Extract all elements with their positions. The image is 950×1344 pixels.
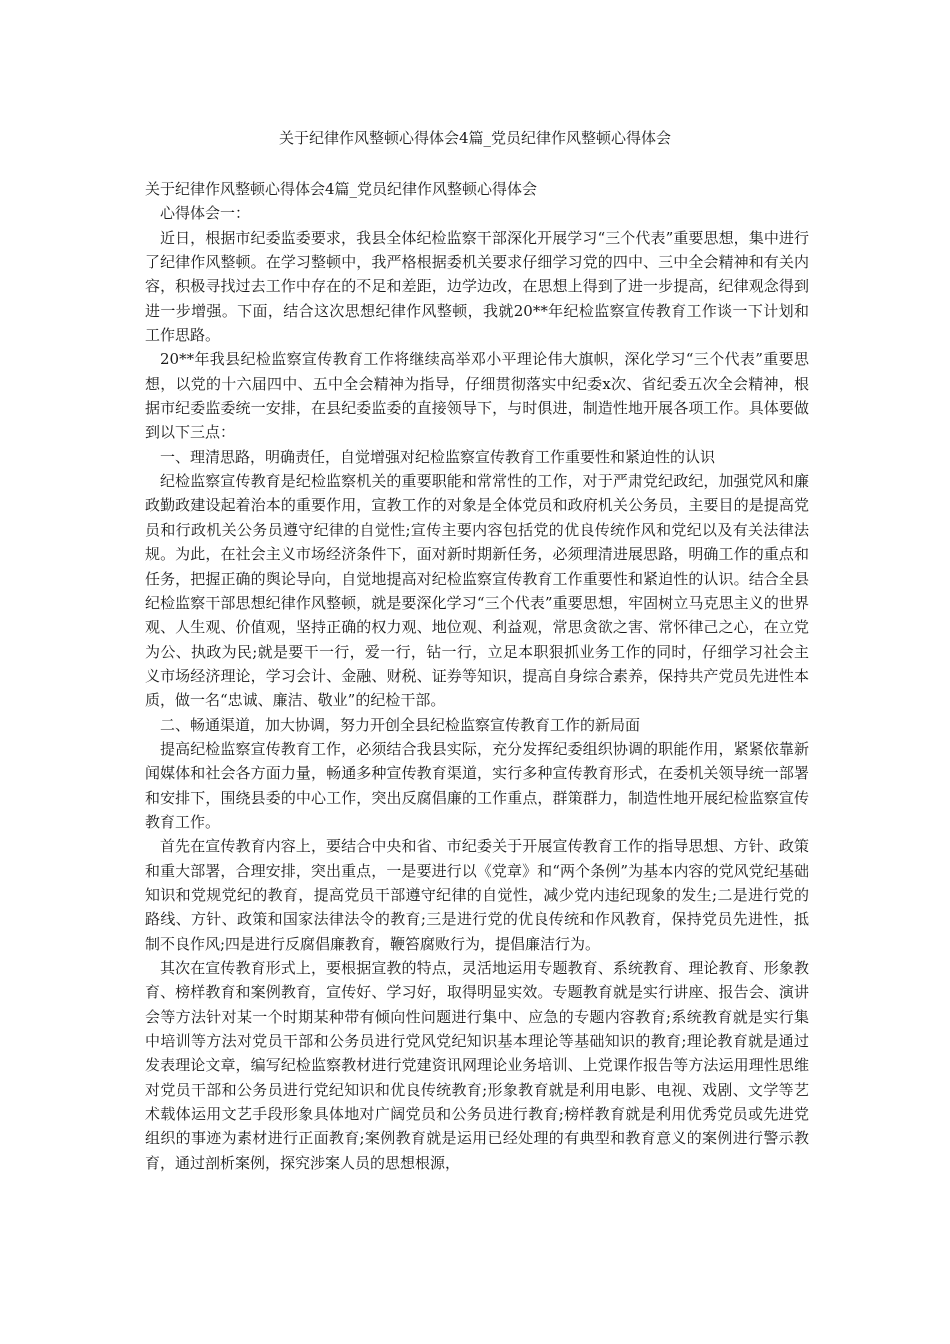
section-heading-2: 二、畅通渠道，加大协调，努力开创全县纪检监察宣传教育工作的新局面 [160, 715, 641, 734]
section-heading-1: 一、理清思路，明确责任，自觉增强对纪检监察宣传教育工作重要性和紧迫性的认识 [160, 447, 716, 466]
section-subheading: 心得体会一： [160, 204, 251, 223]
paragraph-5: 首先在宣传教育内容上，要结合中央和省、市纪委关于开展宣传教育工作的指导思想、方针、政策和重大部署，合理安排，突出重点，一是要进行以《党章》和“两个条例”为基本内容的党风党纪基础知识和党规党纪的教育，提高党员干部遵守纪律的自觉性，减少党内违纪现象的发生;二是进行党的路线、方针、政策和国家法律法令的教育;三是进行党的优良传统和作风教育，保持党员先进性，抵制不良作风;四是进行反腐倡廉教育，鞭笞腐败行为，提倡廉洁行为。 [145, 837, 809, 953]
paragraph-3: 纪检监察宣传教育是纪检监察机关的重要职能和常常性的工作，对于严肃党纪政纪，加强党风和廉政勤政建设起着治本的重要作用，宣教工作的对象是全体党员和政府机关公务员，主要目的是提高党员和行政机关公务员遵守纪律的自觉性;宣传主要内容包括党的优良传统作风和党纪以及有关法律法规。为此，在社会主义市场经济条件下，面对新时期新任务，必须理清进展思路，明确工作的重点和任务，把握正确的舆论导向，自觉地提高对纪检监察宣传教育工作重要性和紧迫性的认识。结合全县纪检监察干部思想纪律作风整顿，就是要深化学习“三个代表”重要思想，牢固树立马克思主义的世界观、人生观、价值观，坚持正确的权力观、地位观、利益观，常思贪欲之害、常怀律己之心，在立党为公、执政为民;就是要干一行，爱一行，钻一行，立足本职狠抓业务工作的同时，仔细学习社会主义市场经济理论，学习会计、金融、财税、证券等知识，提高自身综合素养，保持共产党员先进性本质，做一名“忠诚、廉洁、敬业”的纪检干部。 [145, 472, 809, 710]
paragraph-4: 提高纪检监察宣传教育工作，必须结合我县实际，充分发挥纪委组织协调的职能作用，紧紧依靠新闻媒体和社会各方面力量，畅通多种宣传教育渠道，实行多种宣传教育形式，在委机关领导统一部署和安排下，围绕县委的中心工作，突出反腐倡廉的工作重点，群策群力，制造性地开展纪检监察宣传教育工作。 [145, 739, 809, 831]
body-heading: 关于纪律作风整顿心得体会4篇_党员纪律作风整顿心得体会 [145, 180, 538, 198]
paragraph-1: 近日，根据市纪委监委要求，我县全体纪检监察干部深化开展学习“三个代表”重要思想，集中进行了纪律作风整顿。在学习整顿中，我严格根据委机关要求仔细学习党的四中、三中全会精神和有关内容，积极寻找过去工作中存在的不足和差距，边学边改，在思想上得到了进一步提高，纪律观念得到进一步增强。下面，结合这次思想纪律作风整顿，我就20**年纪检监察宣传教育工作谈一下计划和工作思路。 [145, 228, 809, 345]
paragraph-6: 其次在宣传教育形式上，要根据宣教的特点，灵活地运用专题教育、系统教育、理论教育、形象教育、榜样教育和案例教育，宣传好、学习好，取得明显实效。专题教育就是实行讲座、报告会、演讲会等方法针对某一个时期某种带有倾向性问题进行集中、应急的专题内容教育;系统教育就是实行集中培训等方法对党员干部和公务员进行党风党纪知识基本理论等基础知识的教育;理论教育就是通过发表理论文章，编写纪检监察教材进行党建资讯网理论业务培训、上党课作报告等方法运用理性思维对党员干部和公务员进行党纪知识和优良传统教育;形象教育就是利用电影、电视、戏剧、文学等艺术载体运用文艺手段形象具体地对广阔党员和公务员进行教育;榜样教育就是利用优秀党员或先进党组织的事迹为素材进行正面教育;案例教育就是运用已经处理的有典型和教育意义的案例进行警示教育，通过剖析案例，探究涉案人员的思想根源， [145, 959, 809, 1172]
document-title: 关于纪律作风整顿心得体会4篇_党员纪律作风整顿心得体会 [278, 129, 672, 147]
paragraph-2: 20**年我县纪检监察宣传教育工作将继续高举邓小平理论伟大旗帜，深化学习“三个代表”重要思想，以党的十六届四中、五中全会精神为指导，仔细贯彻落实中纪委x次、省纪委五次全会精神，根据市纪委监委统一安排，在县纪委监委的直接领导下，与时俱进，制造性地开展各项工作。具体要做到以下三点： [145, 350, 809, 442]
document-body [145, 177, 809, 1175]
